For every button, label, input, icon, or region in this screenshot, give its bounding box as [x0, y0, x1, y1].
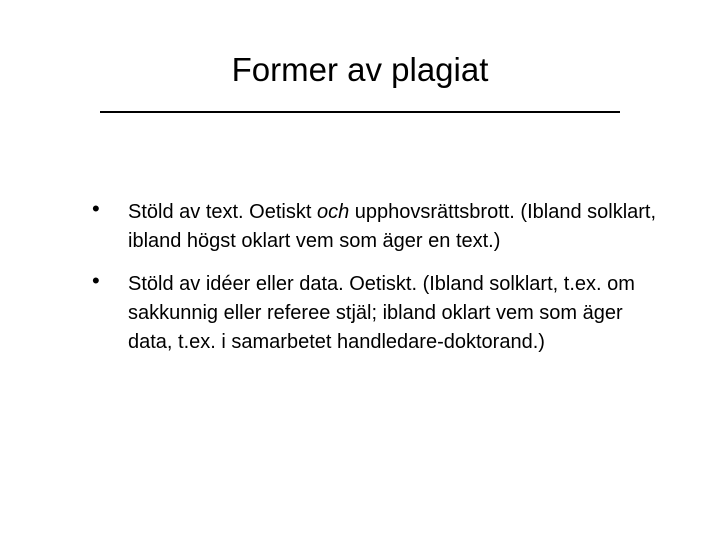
- bullet-item-text-theft: [92, 198, 672, 256]
- bullet-item-idea-theft: [92, 270, 672, 357]
- bullet-text-part: Stöld av text. Oetiskt: [128, 201, 317, 223]
- title-divider: [100, 111, 620, 113]
- bullet-icon: •: [92, 196, 100, 221]
- bullet-text: [128, 198, 672, 256]
- bullet-icon: •: [92, 268, 100, 293]
- bullet-text: Stöld av idéer eller data. Oetiskt. (Ibland solklart, t.ex. om sakkunnig eller referee stjäl; ibland oklart vem som äger data, t.ex. i samarbetet handledare-doktorand.): [128, 273, 635, 353]
- slide-title: Former av plagiat: [231, 51, 489, 88]
- bullet-text-part: upphovsrättsbrott. (Ibland solklart, ibland högst oklart vem som äger en text.): [128, 201, 657, 252]
- bullet-list: [92, 198, 672, 371]
- bullet-text-italic: och: [316, 201, 350, 223]
